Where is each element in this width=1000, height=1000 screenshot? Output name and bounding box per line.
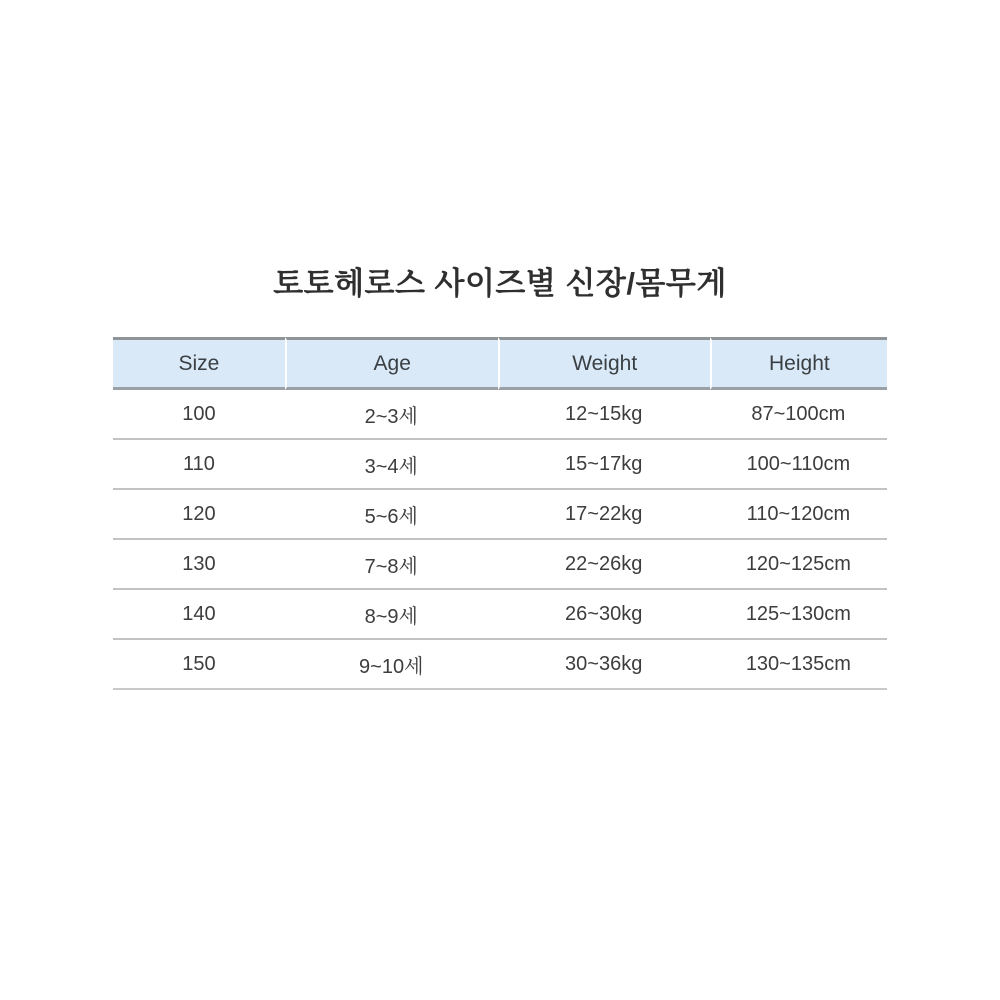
cell-size: 110 [113,440,285,490]
header-row [113,337,887,390]
cell-age: 7~8세 [285,540,498,590]
cell-height: 130~135cm [710,640,887,690]
cell-size: 130 [113,540,285,590]
cell-height: 87~100cm [710,390,887,440]
cell-age: 2~3세 [285,390,498,440]
cell-weight: 15~17kg [498,440,710,490]
table-row [113,590,887,640]
cell-size: 100 [113,390,285,440]
cell-size: 140 [113,590,285,640]
size-table [113,337,887,690]
table-row [113,640,887,690]
cell-age: 9~10세 [285,640,498,690]
header-weight: Weight [498,337,710,390]
cell-height: 100~110cm [710,440,887,490]
cell-size: 150 [113,640,285,690]
table-row [113,390,887,440]
cell-weight: 22~26kg [498,540,710,590]
size-table-body [113,390,887,690]
cell-weight: 30~36kg [498,640,710,690]
table-row [113,440,887,490]
cell-size: 120 [113,490,285,540]
size-table-header [113,337,887,390]
cell-weight: 17~22kg [498,490,710,540]
page-title: 토토헤로스 사이즈별 신장/몸무게 [273,266,727,301]
cell-age: 3~4세 [285,440,498,490]
header-age: Age [285,337,498,390]
cell-age: 8~9세 [285,590,498,640]
cell-height: 120~125cm [710,540,887,590]
header-size: Size [113,337,285,390]
cell-height: 125~130cm [710,590,887,640]
table-row [113,540,887,590]
cell-weight: 12~15kg [498,390,710,440]
header-height: Height [710,337,887,390]
table-row [113,490,887,540]
cell-weight: 26~30kg [498,590,710,640]
cell-age: 5~6세 [285,490,498,540]
cell-height: 110~120cm [710,490,887,540]
